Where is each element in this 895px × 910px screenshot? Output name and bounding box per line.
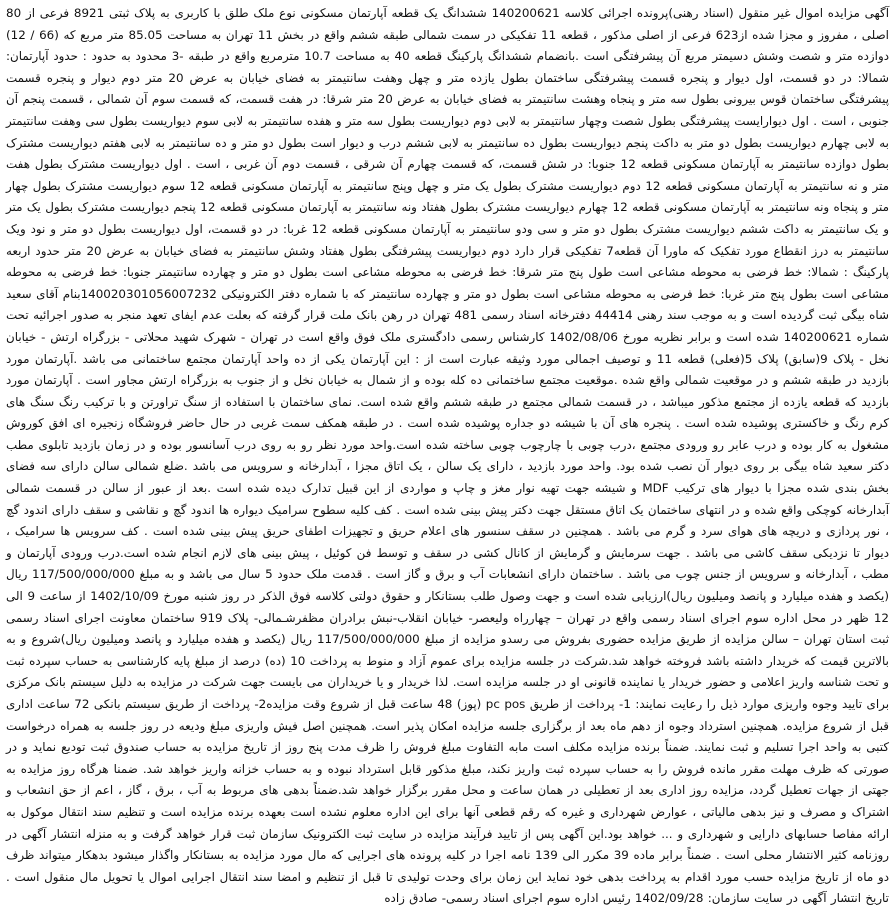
auction-notice-text: آگهی مزایده اموال غیر منقول (اسناد رهنی)پرونده اجرائی کلاسه 140200621 ششدانگ یک قطعه آپارتمان مسکونی نوع ملک طلق با کاربری به پلاک ثبتی 8921 فرعی از 80 اصلی ، مفروز و مجزا شده از623 فرعی از اصلی مذکور ، قطعه 11 تفکیکی در سمت شمالی طبقه ششم واقع در بخش 11 تهران به مساحت 85.05 متر مربع که (66 / 12) دوازده متر و شصت وشش دسیمتر مربع آن پیشرفتگی است .بانضمام ششدانگ پارکینگ قطعه 40 به مساحت 10.7 مترمربع واقع در طبقه -3 محدود به حدود : حدود آپارتمان: شمالا: در دو قسمت، اول دیوار و پنجره قسمت پیشرفتگی ساختمان بطول یازده متر و چهل وهفت سانتیمتر به فضای خیابان به عرض 20 متر دوم دیوار و پنجره قسمت پیشرفتگی ساختمان قوس بیرونی بطول سه متر و پنجاه وهشت سانتیمتر به فضای خیابان به عرض 20 متر شرقا: در هفت قسمت، که قسمت سوم آن شمالی ، قسمت پنجم آن جنوبی ، است . اول دیوارایست پیشرفتگی بطول شصت وچهار سانتیمتر به لابی دوم دیواریست بطول سه متر و هفده سانتیمتر به لابی سوم دیواریست بطول سی وهفت سانتیمتر به لابی چهارم دیواریست بطول دو متر به داکت پنجم دیواریست بطول ده سانتیمتر به لابی ششم درب و دیوار است بطول دو متر و ده سانتیمتر به لابی هفتم دیواریست مشترک بطول دوازده سانتیمتر به آپارتمان مسکونی قطعه 12 جنوبا: در شش قسمت، که قسمت چهارم آن شرقی ، قسمت دوم آن غربی ، است . اول دیواریست مشترک بطول هفت متر و نه سانتیمتر به آپارتمان مسکونی قطعه 12 دوم دیواریست مشترک بطول یک متر و چهل وپنج سانتیمتر به آپارتمان مسکونی قطعه 12 سوم دیواریست مشترک بطول چهار متر و پنجاه ونه سانتیمتر به آپارتمان مسکونی قطعه 12 چهارم دیواریست مشترک بطول هفتاد ونه سانتیمتر به آپارتمان مسکونی قطعه 12 پنجم دیواریست مشترک بطول یک متر و یک سانتیمتر به داکت ششم دیواریست مشترک بطول دو متر و سی ودو سانتیمتر به آپارتمان مسکونی قطعه 12 غربا: در دو قسمت، اول دیواریست بطول دو متر و نود ویک سانتیمتر به درز انقطاع مورد تفکیک که ماورا آن قطعه7 تفکیکی قرار دارد دوم دیواریست پیشرفتگی بطول هفتاد وشش سانتیمتر به فضای خیابان به عرض 20 متر حدود اربعه پارکینگ : شمالا: خط فرضی به محوطه مشاعی است طول پنج متر شرقا: خط فرضی به محوطه مشاعی است بطول دو متر و چهارده سانتیمتر جنوبا: خط فرضی به محوطه مشاعی است بطول پنج متر غربا: خط فرضی به محوطه مشاعی است بطول دو متر و چهارده سانتیمتر که با شماره دفتر الکترونیکی 140020301056007232بنام آقای سعید شاه بیگی ثبت گردیده است و به موجب سند رهنی 44414 دفترخانه اسناد رسمی 481 تهران در رهن بانک ملت قرار گرفته که بعلت عدم ایفای تعهد منجر به صدور اجرائیه تحت شماره 140200621 شده است و برابر نظریه مورخ 1402/08/06 کارشناس رسمی دادگستری ملک فوق واقع است در تهران - شهرک شهید محلاتی - بزرگراه ارتش - خیابان نخل - پلاک 9(سابق) پلاک 5(فعلی) قطعه 11 و توصیف اجمالی مورد وثیقه عبارت است از : این آپارتمان یکی از ده واحد آپارتمان مجتمع ساختمانی می باشد .آپارتمان مورد بازدید در طبقه ششم و در موقعیت شمالی واقع شده .موقعیت مجتمع ساختمانی ده کله بوده و از شمال به خیابان نخل و از جنوب به بزرگراه ارتش مجاور است . آپارتمان مورد بازدید که قطعه یازده از مجتمع مذکور میباشد ، در قسمت شمالی مجتمع در طبقه ششم واقع شده است. نمای ساختمان با استفاده از سنگ تراورتن و با ترکیب رنگ سنگ های کرم رنگ و خاکستری پوشیده شده است . پنجره های آن با شیشه دو جداره پوشیده شده است . در طبقه همکف سمت غربی در حال حاضر فروشگاه زنجیره ای افق کوروش مشغول به کار بوده و درب عابر رو ورودی مجتمع ،درب چوبی با چارچوب چوبی ساخته شده است.واحد مورد نظر رو به روی درب آسانسور بوده و در زمان بازدید تابلوی مطب دکتر سعید شاه بیگی بر روی دیوار آن نصب شده بود. واحد مورد بازدید ، دارای یک سالن ، یک اتاق مجزا ، آبدارخانه و سرویس می باشد .ضلع شمالی سالن دارای سه فضای بخش بندی شده مجزا با دیوار های ترکیب MDF و شیشه جهت تهیه نوار مغز و چاپ و مواردی از این قبیل تدارک دیده شده است .بعد از عبور از سالن در قسمت شمالی آبدارخانه کوچکی واقع شده و در انتهای ساختمان یک اتاق مستقل جهت دکتر پیش بینی شده است . کف کلیه سطوح سرامیک دیواره ها اندود گچ و نقاشی و سقف دارای اندود گچ ، نور پردازی و دریچه های هوای سرد و گرم می باشد . همچنین در سقف سنسور های اعلام حریق و تجهیزات اطفای حریق پیش بینی شده است . کف سرویس ها سرامیک ، دیوار تا نزدیکی سقف کاشی می باشد . جهت سرمایش و گرمایش از کانال کشی در سقف و توسط فن کوئیل ، پیش بینی های لازم انجام شده است.درب ورودی آپارتمان و مطب ، آبدارخانه و سرویس از جنس چوب می باشد . ساختمان دارای انشعابات آب و برق و گاز است . قدمت ملک حدود 5 سال می باشد و به مبلغ 117/500/000/000 ریال (یکصد و هفده میلیارد و پانصد ومیلیون ریال)ارزیابی شده است و جهت وصول طلب بستانکار و حقوق دولتی کلاسه فوق الذکر در روز شنبه مورخ 1402/10/09 از ساعت 9 الی 12 ظهر در محل اداره سوم اجرای اسناد رسمی واقع در تهران – چهارراه ولیعصر- خیابان انقلاب-نبش برادران مظفرشـمالی- پلاک 919 ساختمان معاونت اجرای اسناد رسمی ثبت استان تهران – سالن مزایده از طریق مزایده حضوری بفروش می رسدو مزایده از مبلغ 117/500/000/000 ریال (یکصد و هفده میلیارد و پانصد ومیلیون ریال)شروع و به بالاترین قیمت که خریدار داشته باشد فروخته خواهد شد.شرکت در جلسه مزایده برای عموم آزاد و منوط به پرداخت 10 (ده) درصد از مبلغ پایه کارشناسی به حساب سپرده ثبت و تحت شناسه واریز اعلامی و حضور خریدار یا نماینده قانونی او در جلسه مزایده است. لذا خریدار و یا خریداران می بایست جهت شرکت در مزایده به دلیل سیستم بانک مرکزی برای تایید وجوه واریزی موارد ذیل را رعایت نمایند: 1- پرداخت از طریق pc pos (پوز) 48 ساعت قبل از شروع وقت مزایده2- پرداخت از طریق سیستم بانکی 72 ساعت اداری قبل از شروع مزایده. همچنین استرداد وجوه از دهم ماه بعد از برگزاری جلسه مزایده امکان پذیر است. همچنین اصل فیش واریزی مبلغ ودیعه در روز جلسه به همراه درخواست کتبی به واحد اجرا تسلیم و ثبت نمایند. ضمناً برنده مزایده مکلف است مابه التفاوت مبلغ فروش را ظرف مدت پنج روز از تاریخ مزایده به حساب صندوق ثبت تودیع نماید و در صورتی که ظرف مهلت مقرر مانده فروش را به حساب سپرده ثبت واریز نکند، مبلغ مذکور قابل استرداد نبوده و به حساب خزانه واریز خواهد شد. ضمنا هرگاه روز مزایده به جهتی از جهات تعطیل گردد، مزایده روز اداری بعد از تعطیلی در همان ساعت و محل مقرر برگزار خواهد شد.ضمناً بدهی های مربوط به آب ، برق ، گاز ، اعم از حق انشعاب و اشتراک و مصرف و نیز بدهی مالیاتی ، عوارض شهرداری و غیره که رقم قطعی آنها برای این اداره معلوم نشده است بعهده برنده مزایده است و تنظیم سند انتقال موکول به ارائه مفاصا حسابهای دارایی و شهرداری و ... خواهد بود.این آگهی پس از تایید فرآیند مزایده در سایت ثبت الکترونیک سازمان ثبت قرار خواهد گرفت و به منزله انتشار آگهی در روزنامه کثیر الانتشار محلی است . ضمناً برابر ماده 39 مکرر الی 139 نامه اجرا در کلیه پرونده های اجرایی که مال مورد مزایده به بستانکار واگذار میشود بدهکار میتواند ظرف دو ماه از تاریخ مزایده حسب مورد اقدام به پرداخت بدهی خود نماید این زمان برای وحدت تولیدی تا قبل از تنظیم و امضا سند انتقال اجرایی اموال یا تحویل مال منقول است . تاریخ انتشار آگهی در سایت سازمان: 1402/09/28 رئیس اداره سوم اجرای اسناد رسمی- صادق زاده xyxy=(6,6,890,906)
